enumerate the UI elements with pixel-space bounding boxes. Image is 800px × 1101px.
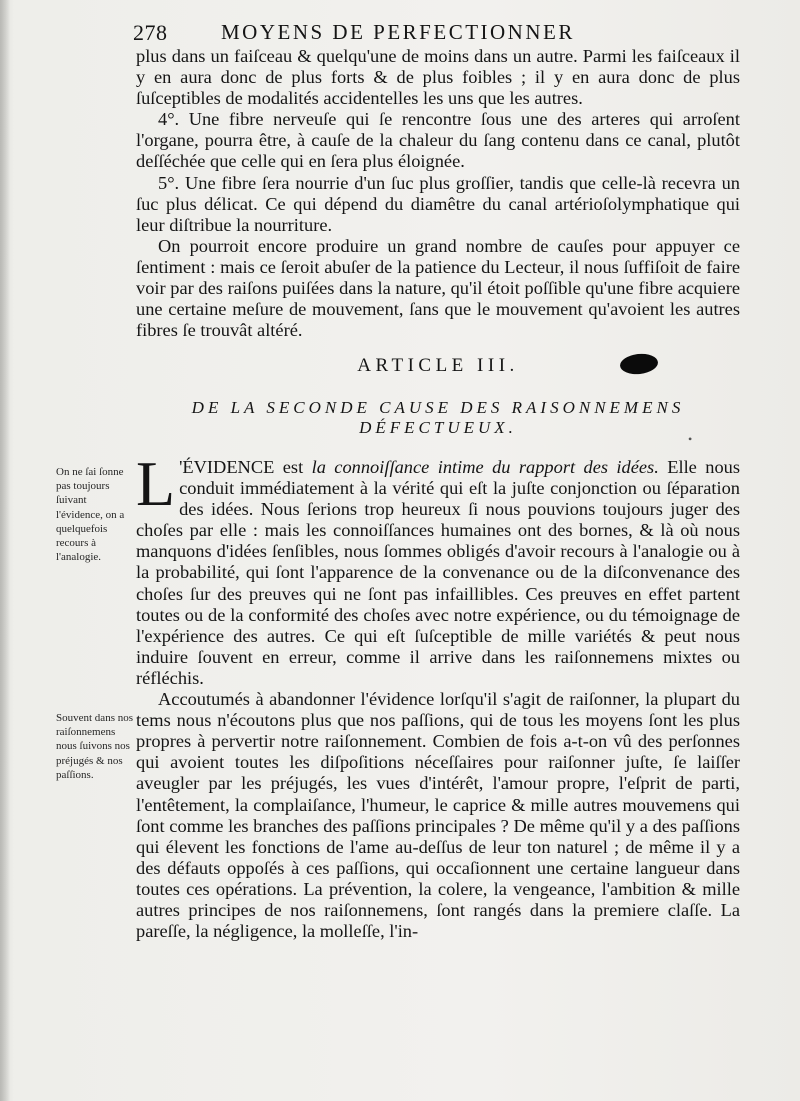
marginal-note-passions: Souvent dans nos raiſonnemens nous ſuivons nos préjugés & nos paſſions. — [56, 712, 133, 781]
evidence-definition: la connoiſſance intime du rapport des idées. — [311, 457, 659, 477]
drop-cap: L — [136, 448, 176, 519]
paragraph-evidence — [136, 448, 740, 689]
body-text-article — [136, 448, 740, 942]
evidence-body: Elle nous conduit immédiatement à la vérité qui eſt la juſte conjonction ou ſéparation des idées. Nous ſerions trop heureux ſi nous pouvions toujours juger des choſes par elle : mais les connoiſſances humaines ont des bornes, & là où nous manquons d'idées ſenſibles, nous ſommes obligés d'avoir recours à l'analogie ou à la probabilité, qui ſont l'apparence de la convenance ou de la diſconvenance des choſes ſur des preuves qui ne ſont pas infaillibles. Ces preuves en effet partent toutes ou de la conformité des choſes avec notre expérience, ou du témoignage de l'expérience des autres. Ce qui eſt ſuſceptible de mille variétés & peut nous induire ſouvent en erreur, comme il arrive dans les raiſonnemens mixtes ou réfléchis. — [136, 457, 740, 688]
paragraph-conclusion: On pourroit encore produire un grand nombre de cauſes pour appuyer ce ſentiment : mais ce ſeroit abuſer de la patience du Lecteur, il nous ſuffiſoit de faire voir par des raiſons puiſées dans la nature, qu'il étoit poſſible qu'une fibre acquiere une certaine meſure de mouvement, ſans que le mouvement qu'avoient les autres fibres ſe trouvât altéré. — [136, 235, 740, 341]
running-head — [133, 18, 733, 48]
paragraph-point-5: 5°. Une fibre ſera nourrie d'un ſuc plus groſſier, tandis que celle-là recevra un ſuc plus délicat. Ce qui dépend du diamêtre du canal artérioſolymphatique qui leur diſtribue la nourriture. — [136, 172, 740, 235]
marginal-note-evidence: On ne ſai ſonne pas toujours ſuivant l'évidence, on a quelquefois recours à l'analogie. — [56, 466, 125, 564]
section-title-line-2: DÉFECTUEUX. — [359, 418, 517, 437]
paragraph-continued: plus dans un faiſceau & quelqu'une de moins dans un autre. Parmi les faiſceaux il y en aura donc de plus forts & de plus foibles ; il y en aura donc de plus ſuſceptibles de modalités accidentelles les uns que les autres. — [136, 46, 740, 109]
page-number: 278 — [133, 20, 168, 45]
header-title: MOYENS DE PERFECTIONNER — [221, 20, 575, 44]
evidence-lead: 'ÉVIDENCE est — [179, 457, 312, 477]
gutter-shadow — [0, 0, 10, 1101]
paragraph-passions: Accoutumés à abandonner l'évidence lorſqu'il s'agit de raiſonner, la plupart du tems nous n'écoutons plus que nos paſſions, qui de tous les moyens ſont les plus propres à pervertir notre raiſonnement. Combien de fois a-t-on vû des perſonnes qui avoient toutes les diſpoſitions néceſſaires pour raiſonner juſte, ſe laiſſer aveugler par les préjugés, les vues d'intérêt, l'amour propre, l'eſprit de parti, l'entêtement, la complaiſance, l'humeur, le caprice & mille autres mouvemens qui ſont comme les branches des paſſions principales ? De même qu'il y a des paſſions qui élevent les fonctions de l'ame au-deſſus de leur ton naturel ; de même il y a des défauts oppoſés à ces paſſions, qui occaſionnent une certaine langueur dans toutes ces opérations. La prévention, la colere, la vengeance, l'ambition & mille autres principes de nos raiſonnemens, ſont rangés dans la premiere claſſe. La pareſſe, la négligence, la molleſſe, l'in- — [136, 689, 740, 942]
stray-mark: • — [688, 432, 693, 446]
body-text-top — [136, 46, 740, 341]
section-title — [136, 398, 740, 438]
article-heading: ARTICLE III. — [357, 355, 519, 376]
paragraph-point-4: 4°. Une fibre nerveuſe qui ſe rencontre ſous une des arteres qui arroſent l'organe, pourra être, à cauſe de la chaleur du ſang contenu dans ce canal, plutôt deſſéchée que celle qui en ſera plus éloignée. — [136, 109, 740, 172]
section-title-line-1: DE LA SECONDE CAUSE DES RAISONNEMENS — [191, 398, 685, 417]
